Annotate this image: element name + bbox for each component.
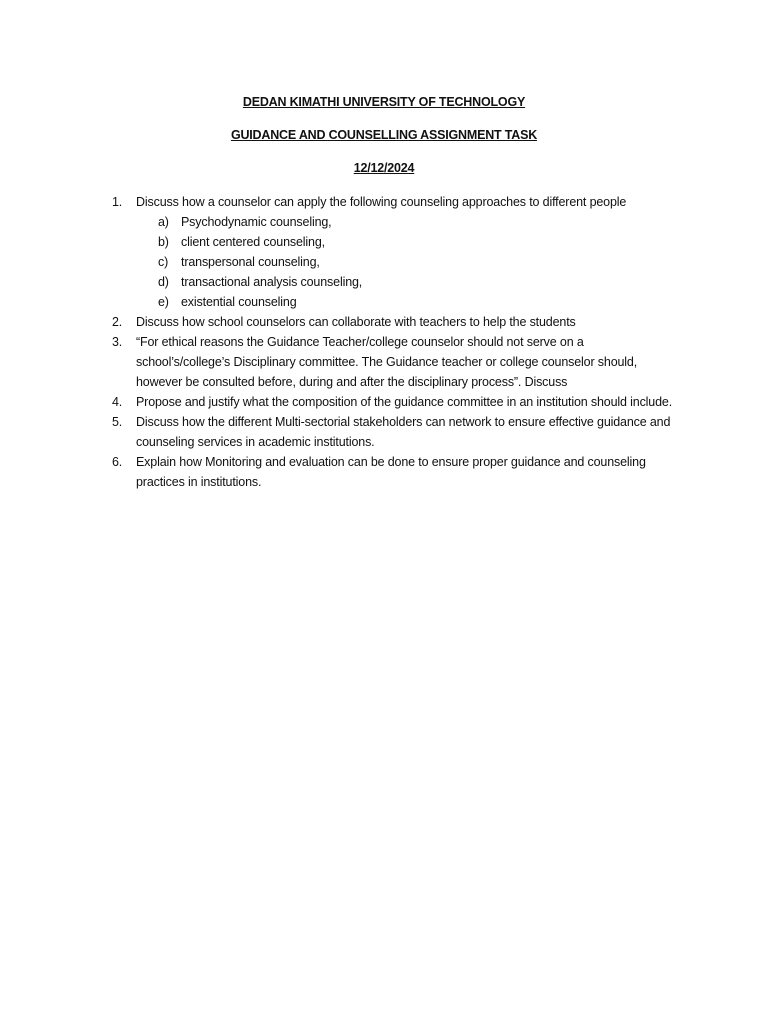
sub-item-letter: e) <box>158 295 169 309</box>
question-text: Discuss how the different Multi-sectorial stakeholders can network to ensure effective guidance and counseling services in academic institutions. <box>136 415 671 449</box>
sub-item-text: transactional analysis counseling, <box>181 275 363 289</box>
sub-item-text: client centered counseling, <box>181 235 325 249</box>
sub-item-letter: b) <box>158 235 169 249</box>
university-title: DEDAN KIMATHI UNIVERSITY OF TECHNOLOGY <box>242 95 526 109</box>
question-text: Discuss how a counselor can apply the following counseling approaches to different people <box>136 195 627 209</box>
question-number: 6. <box>112 455 123 469</box>
assignment-date: 12/12/2024 <box>353 161 415 175</box>
sub-item <box>0 232 768 252</box>
question-item <box>0 332 676 392</box>
question-item <box>0 192 676 212</box>
question-number: 3. <box>112 335 123 349</box>
question-number: 4. <box>112 395 123 409</box>
question-number: 5. <box>112 415 123 429</box>
sub-item-letter: c) <box>158 255 169 269</box>
question-item <box>0 312 676 332</box>
assignment-title: GUIDANCE AND COUNSELLING ASSIGNMENT TASK <box>230 128 538 142</box>
question-text: Explain how Monitoring and evaluation can be done to ensure proper guidance and counseling practices in institutions. <box>136 455 646 489</box>
question-text: “For ethical reasons the Guidance Teacher/college counselor should not serve on a school’s/college’s Disciplinary committee. The Guidance teacher or college counselor should, however be consulted before, during and after the disciplinary process”. Discuss <box>136 335 638 389</box>
sub-item-text: Psychodynamic counseling, <box>181 215 332 229</box>
question-item <box>0 452 676 492</box>
question-number: 1. <box>112 195 123 209</box>
sub-item <box>0 212 768 232</box>
question-text: Propose and justify what the composition of the guidance committee in an institution should include. <box>136 395 673 409</box>
question-text: Discuss how school counselors can collaborate with teachers to help the students <box>136 315 576 329</box>
question-list <box>0 192 768 492</box>
question-number: 2. <box>112 315 123 329</box>
sub-item-letter: a) <box>158 215 169 229</box>
sub-item-text: existential counseling <box>181 295 297 309</box>
sub-item <box>0 292 768 312</box>
question-item <box>0 412 676 452</box>
sub-item <box>0 252 768 272</box>
sub-item <box>0 272 768 292</box>
sub-item-letter: d) <box>158 275 169 289</box>
question-item <box>0 392 676 412</box>
sub-item-text: transpersonal counseling, <box>181 255 320 269</box>
